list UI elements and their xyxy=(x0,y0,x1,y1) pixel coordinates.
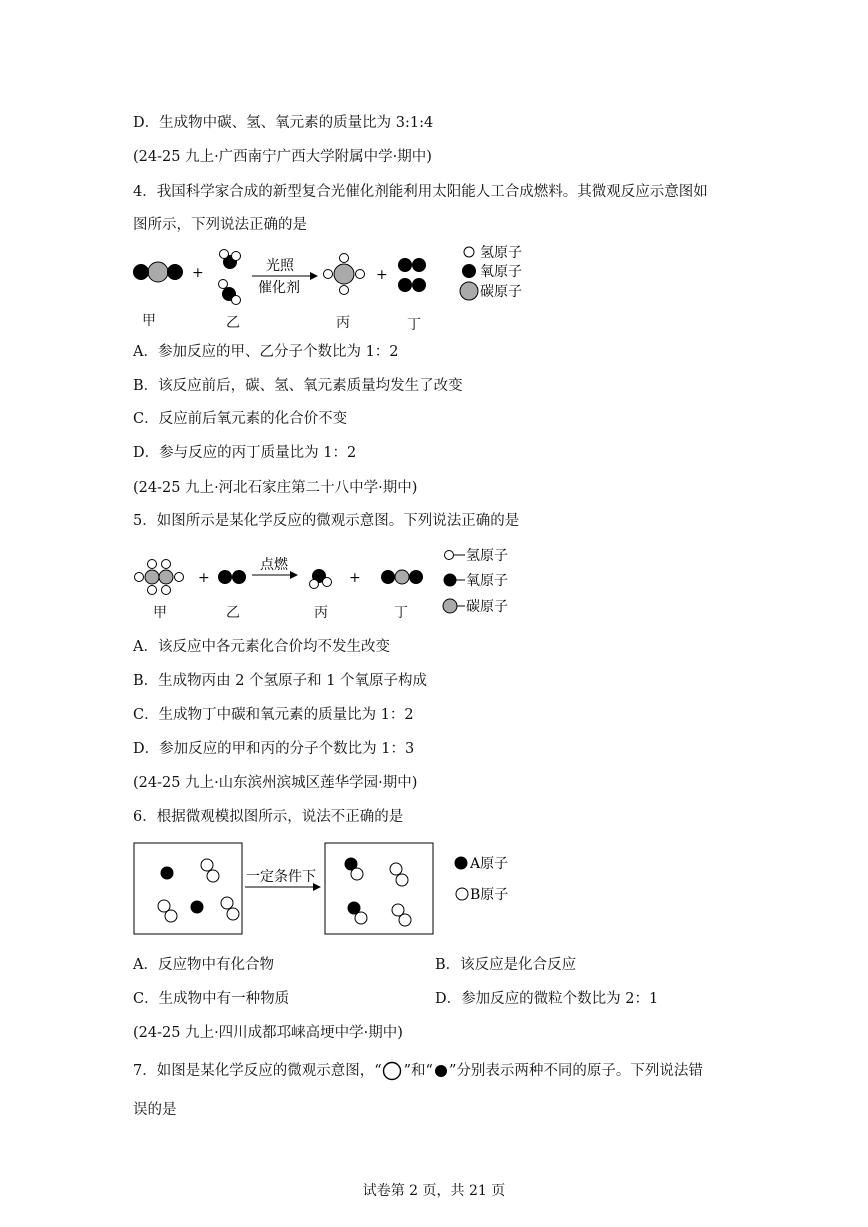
q4-option-a: A．参加反应的甲、乙分子个数比为 1：2 xyxy=(133,344,399,360)
q5-option-c: C．生成物丁中碳和氧元素的质量比为 1：2 xyxy=(133,707,414,723)
label-ding-5: 丁 xyxy=(394,605,408,621)
question-5: 5．如图所示是某化学反应的微观示意图。下列说法正确的是 xyxy=(133,513,520,529)
page-footer: 试卷第 2 页，共 21 页 xyxy=(362,1183,506,1199)
q4-option-d: D．参与反应的丙丁质量比为 1：2 xyxy=(133,445,357,461)
label-bing: 丙 xyxy=(336,315,350,331)
q6-option-d: D．参加反应的微粒个数比为 2：1 xyxy=(435,991,659,1007)
source-q4: (24-25 九上·广西南宁广西大学附属中学·期中) xyxy=(133,149,432,165)
label-jia: 甲 xyxy=(142,313,156,329)
white-atom-icon xyxy=(382,1062,404,1080)
legend-a-label: A原子 xyxy=(470,856,509,872)
source-q7: (24-25 九上·四川成都邛崃高埂中学·期中) xyxy=(133,1025,403,1041)
label-yi-5: 乙 xyxy=(226,605,240,621)
q7-text-mid: ”和“ xyxy=(403,1063,433,1079)
plus-sign: + xyxy=(376,267,388,283)
q5-option-b: B．生成物丙由 2 个氢原子和 1 个氧原子构成 xyxy=(133,673,428,689)
label-jia-5: 甲 xyxy=(153,605,167,621)
label-ding: 丁 xyxy=(407,317,421,333)
legend-oxygen-label: 氧原子 xyxy=(480,264,522,280)
arrow-condition-top: 点燃 xyxy=(260,557,288,573)
source-q6: (24-25 九上·山东滨州滨城区莲华学园·期中) xyxy=(133,775,418,791)
legend-carbon-label: 碳原子 xyxy=(480,284,522,300)
q4-option-b: B．该反应前后，碳、氢、氧元素质量均发生了改变 xyxy=(133,378,463,394)
q5-option-d: D．参加反应的甲和丙的分子个数比为 1：3 xyxy=(133,741,415,757)
legend-b-label: B原子 xyxy=(470,887,509,903)
question-4-line2: 图所示，下列说法正确的是 xyxy=(133,217,307,233)
legend-hydrogen-label: 氢原子 xyxy=(480,245,522,261)
arrow-condition-bottom: 催化剂 xyxy=(258,280,300,296)
legend-a-atom xyxy=(455,857,468,870)
legend-hydrogen-label: 氢原子 xyxy=(466,548,508,564)
legend-carbon-label: 碳原子 xyxy=(466,599,508,615)
black-atom-icon xyxy=(433,1062,449,1080)
question-4-line1: 4．我国科学家合成的新型复合光催化剂能利用太阳能人工合成燃料。其微观反应示意图如 xyxy=(133,184,708,200)
arrow-condition-top: 光照 xyxy=(266,258,294,274)
q7-text-post: ”分别表示两种不同的原子。下列说法错 xyxy=(448,1063,703,1079)
plus-sign: + xyxy=(349,570,361,586)
legend-oxygen-label: 氧原子 xyxy=(466,573,508,589)
question-6: 6．根据微观模拟图所示，说法不正确的是 xyxy=(133,809,404,825)
option-d-q3: D．生成物中碳、氢、氧元素的质量比为 3:1:4 xyxy=(133,115,434,131)
q6-option-a: A．反应物中有化合物 xyxy=(133,957,274,973)
question-7-line2: 误的是 xyxy=(133,1102,177,1118)
legend-b-atom xyxy=(456,888,468,900)
plus-sign: + xyxy=(198,570,210,586)
before-box xyxy=(134,843,242,934)
plus-sign: + xyxy=(192,265,204,281)
label-yi: 乙 xyxy=(226,315,240,331)
question-7-line1 xyxy=(133,1062,703,1080)
q7-text-pre: 7．如图是某化学反应的微观示意图，“ xyxy=(133,1063,382,1079)
arrow-condition: 一定条件下 xyxy=(246,869,316,885)
source-q5: (24-25 九上·河北石家庄第二十八中学·期中) xyxy=(133,480,418,496)
after-box xyxy=(325,843,433,934)
q4-option-c: C．反应前后氧元素的化合价不变 xyxy=(133,411,348,427)
label-bing-5: 丙 xyxy=(314,605,328,621)
q6-option-b: B．该反应是化合反应 xyxy=(435,957,577,973)
q5-option-a: A．该反应中各元素化合价均不发生改变 xyxy=(133,639,390,655)
q6-option-c: C．生成物中有一种物质 xyxy=(133,991,290,1007)
